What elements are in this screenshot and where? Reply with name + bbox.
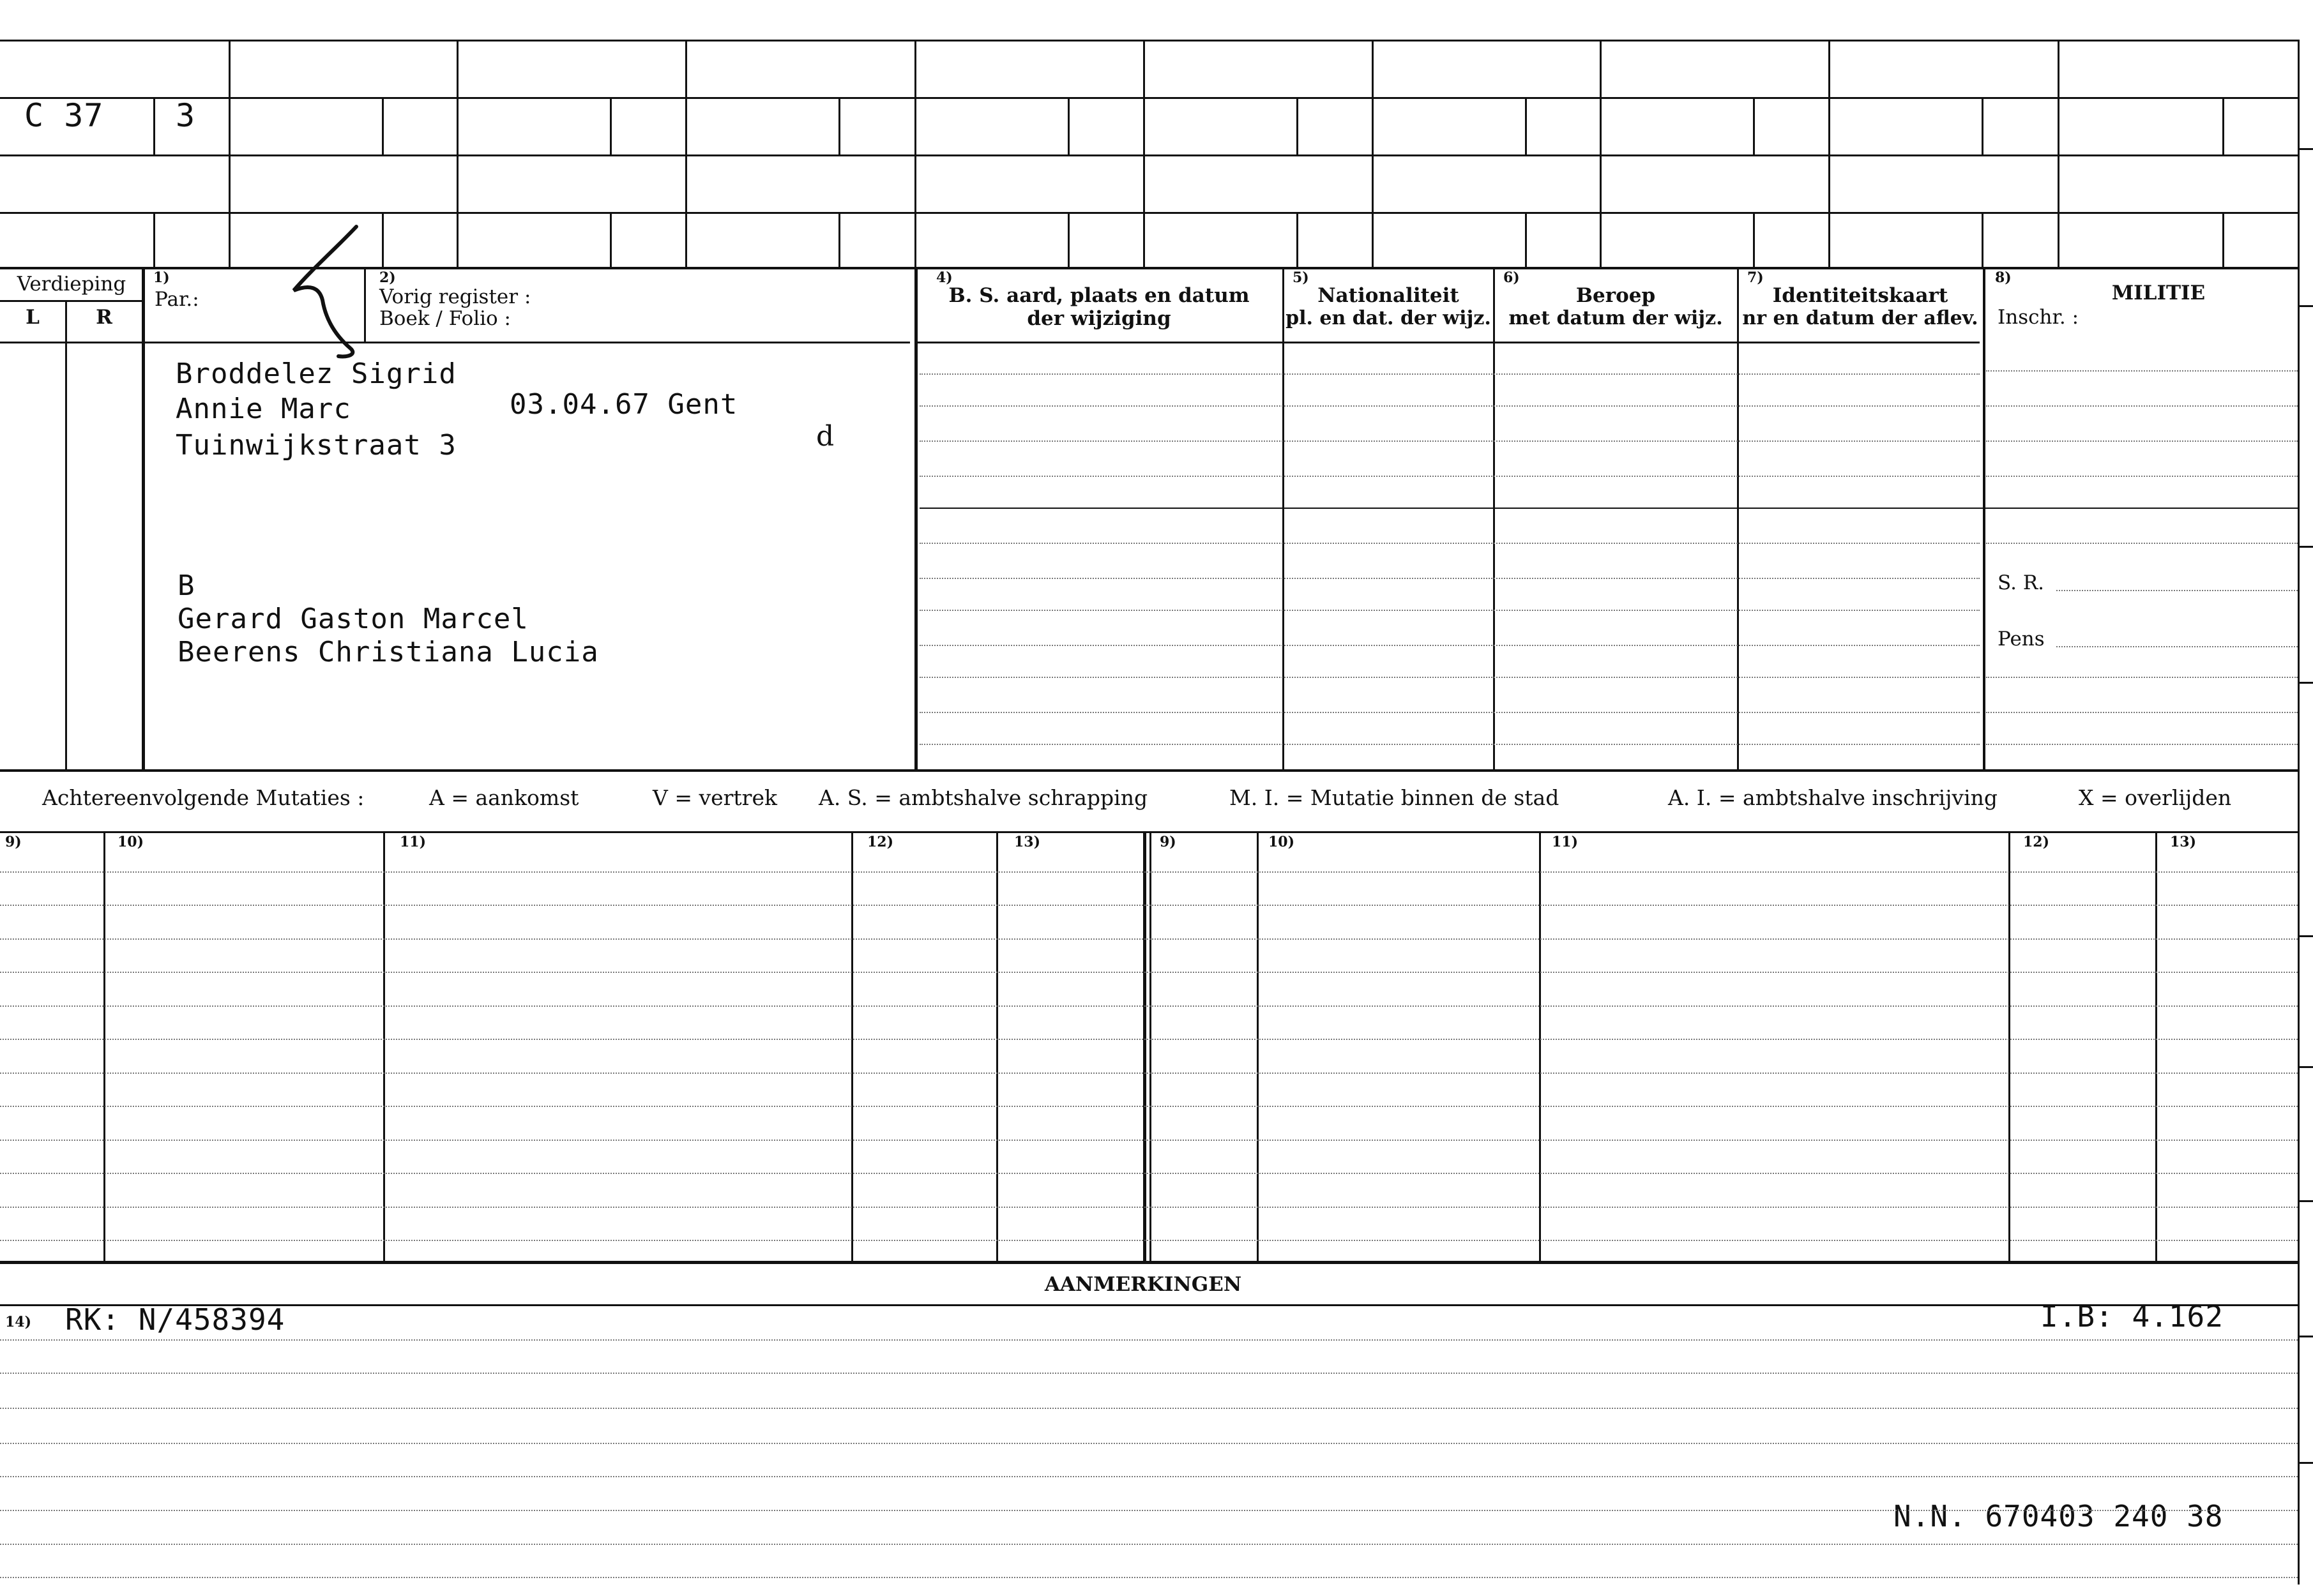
legend-mi: M. I. = Mutatie binnen de stad: [1229, 785, 1559, 810]
id-header-1: Identiteitskaart: [1772, 284, 1948, 307]
sr-label: S. R.: [1998, 571, 2045, 594]
top-sub-divider: [2222, 212, 2224, 267]
mutaties-label: Achtereenvolgende Mutaties :: [42, 785, 365, 810]
col13b-label: 13): [2170, 834, 2197, 850]
handwritten-d: d: [816, 420, 835, 453]
top-col-divider: [685, 40, 687, 267]
mid-divider-1: [1143, 831, 1146, 1261]
top-sub-divider: [382, 97, 384, 154]
top-col-divider: [914, 40, 916, 267]
top-col-divider: [1600, 40, 1602, 267]
col10-left: [103, 831, 105, 1261]
aanmerkingen-rule: [0, 1304, 2299, 1306]
militie-num: 8): [1995, 269, 2012, 286]
col11-label: 11): [400, 834, 427, 850]
left-header: L: [26, 306, 40, 329]
militie-left-border: [1983, 267, 1985, 769]
nat-header-1: Nationaliteit: [1317, 284, 1459, 307]
col10b-label: 10): [1268, 834, 1295, 850]
par-num: 1): [153, 269, 170, 286]
top-sub-divider: [610, 97, 612, 154]
col13-left: [996, 831, 998, 1261]
legend-ai: A. I. = ambtshalve inschrijving: [1668, 785, 1998, 810]
bs-header-2: der wijziging: [1027, 307, 1171, 330]
top-sub-divider: [1982, 212, 1983, 267]
col12-left: [851, 831, 853, 1261]
col13b-left: [2155, 831, 2157, 1261]
par-pen-stroke-icon: [275, 223, 396, 370]
aanmerkingen-title: AANMERKINGEN: [1044, 1273, 1242, 1296]
vorig-num: 2): [379, 269, 396, 286]
col10-label: 10): [118, 834, 144, 850]
top-sub-divider: [1525, 212, 1527, 267]
top-col-divider: [229, 40, 231, 267]
nat-left-border: [1282, 267, 1284, 769]
rk-number: RK: N/458394: [65, 1302, 285, 1337]
mid-divider-2: [1149, 831, 1151, 1261]
top-sub-divider: [1296, 97, 1298, 154]
top-sub-divider: [838, 97, 840, 154]
col11-left: [383, 831, 385, 1261]
col12b-left: [2008, 831, 2010, 1261]
top-sub-divider: [1068, 97, 1070, 154]
header-bottom-rule: [0, 342, 910, 343]
aanmerkingen-num: 14): [5, 1314, 32, 1330]
id-header-2: nr en datum der aflev.: [1742, 307, 1978, 329]
section-bottom-rule: [0, 769, 2299, 772]
col13-label: 13): [1014, 834, 1041, 850]
bs-header-1: B. S. aard, plaats en datum: [948, 284, 1250, 307]
top-sub-divider: [153, 97, 155, 154]
col9-label: 9): [5, 834, 22, 850]
arrival-date-place: 03.04.67 Gent: [510, 388, 738, 421]
beroep-num: 6): [1503, 269, 1520, 286]
ib-number: I.B: 4.162: [2040, 1299, 2224, 1334]
id-num: 7): [1747, 269, 1764, 286]
verdieping-sub-rule: [0, 300, 142, 302]
top-sub-divider: [838, 212, 840, 267]
mother-name: Beerens Christiana Lucia: [178, 636, 599, 668]
col12-label: 12): [867, 834, 894, 850]
col9b-label: 9): [1160, 834, 1176, 850]
col12b-label: 12): [2023, 834, 2050, 850]
right-header: R: [96, 306, 112, 329]
top-sub-divider: [1753, 212, 1755, 267]
beroep-header-2: met datum der wijz.: [1508, 307, 1723, 329]
top-col-divider: [457, 40, 459, 267]
top-rule-1: [0, 40, 2299, 41]
beroep-left-border: [1493, 267, 1495, 769]
top-col-divider: [1828, 40, 1830, 267]
top-sub-divider: [610, 212, 612, 267]
register-number: 3: [176, 97, 196, 134]
nn-number: N.N. 670403 240 38: [1893, 1499, 2224, 1533]
mutation-bottom-rule: [0, 1261, 2299, 1264]
top-sub-divider: [2222, 97, 2224, 154]
militie-title: MILITIE: [2111, 282, 2206, 305]
person-name-line2: Annie Marc: [176, 393, 351, 425]
top-rule-3: [0, 154, 2299, 156]
legend-as: A. S. = ambtshalve schrapping: [819, 785, 1148, 810]
inschr-label: Inschr. :: [1998, 306, 2079, 329]
father-name: Gerard Gaston Marcel: [178, 603, 529, 635]
col11b-left: [1539, 831, 1541, 1261]
verdieping-header: Verdieping: [17, 273, 126, 296]
header-bottom-rule-right: [914, 342, 1980, 343]
legend-v: V = vertrek: [653, 785, 777, 810]
top-col-divider: [1372, 40, 1374, 267]
top-col-divider: [1143, 40, 1145, 267]
nat-num: 5): [1293, 269, 1309, 286]
col11b-label: 11): [1552, 834, 1579, 850]
top-sub-divider: [1296, 212, 1298, 267]
col10b-left: [1257, 831, 1259, 1261]
person-name-line1: Broddelez Sigrid: [176, 358, 457, 390]
beroep-header-1: Beroep: [1575, 284, 1656, 307]
pens-label: Pens: [1998, 628, 2045, 651]
par-left-border: [142, 267, 145, 769]
bs-num: 4): [936, 269, 953, 286]
top-sub-divider: [1068, 212, 1070, 267]
legend-a: A = aankomst: [429, 785, 579, 810]
par-label: Par.:: [155, 288, 199, 311]
sr-dotted-line: [2056, 590, 2298, 591]
id-left-border: [1737, 267, 1739, 769]
vorig-register-label: Vorig register :: [379, 285, 531, 308]
boek-folio-label: Boek / Folio :: [379, 307, 511, 330]
parents-letter: B: [178, 569, 195, 602]
verdieping-l-r-divider: [65, 300, 67, 769]
top-rule-2: [0, 97, 2299, 99]
top-sub-divider: [153, 212, 155, 267]
nat-header-2: pl. en dat. der wijz.: [1285, 307, 1491, 329]
top-col-divider: [2058, 40, 2059, 267]
register-series: C 37: [24, 97, 104, 134]
top-rule-4: [0, 212, 2299, 214]
legend-x: X = overlijden: [2079, 785, 2232, 810]
top-sub-divider: [1753, 97, 1755, 154]
pens-dotted-line: [2056, 646, 2298, 647]
address-line: Tuinwijkstraat 3: [176, 429, 457, 462]
top-sub-divider: [1982, 97, 1983, 154]
bs-left-border: [914, 267, 918, 769]
top-sub-divider: [1525, 97, 1527, 154]
right-border: [2298, 40, 2300, 1585]
